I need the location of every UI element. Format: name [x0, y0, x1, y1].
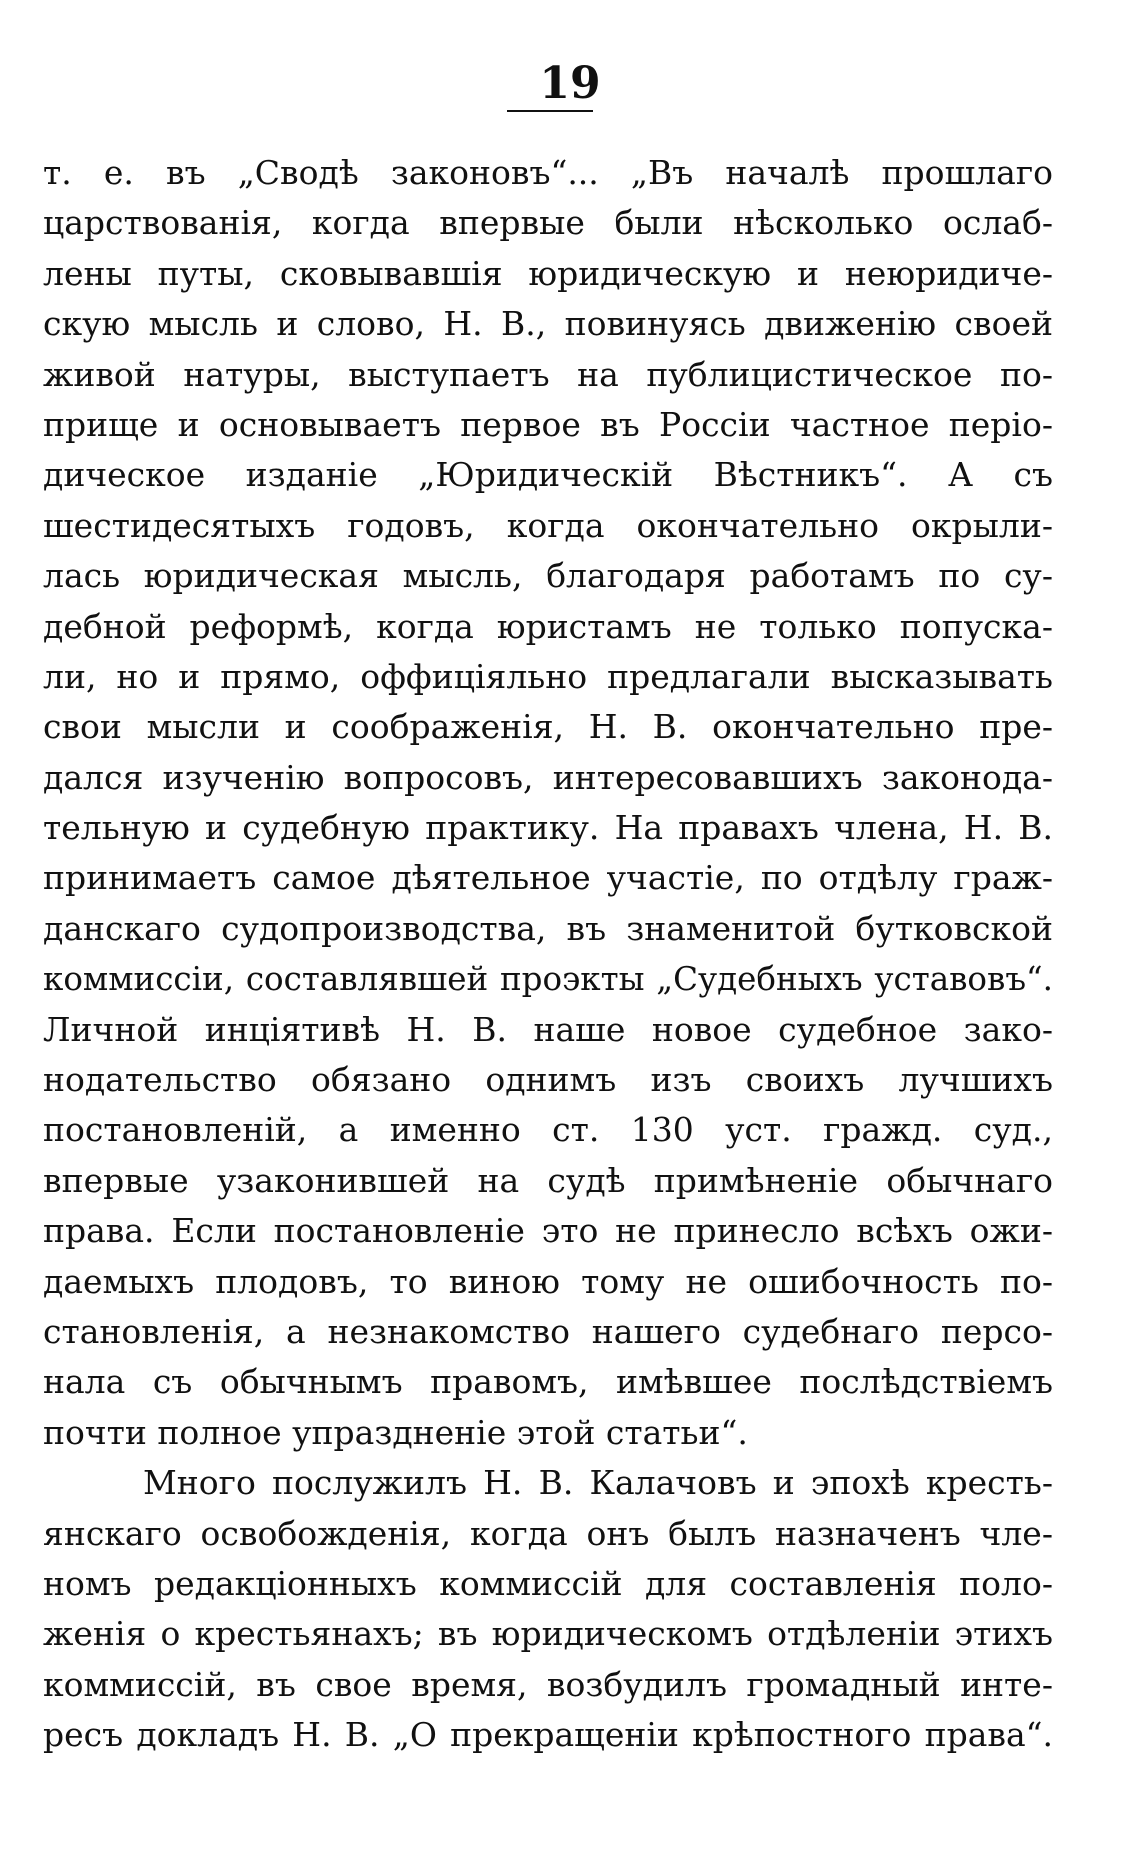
- paragraph-first-line: Много послужилъ Н. В. Калачовъ и эпохѣ кресть-: [143, 1463, 1053, 1503]
- text-line: ли, но и прямо, оффиціяльно предлагали высказывать: [43, 656, 1053, 696]
- text-line: скую мысль и слово, Н. В., повинуясь движенію своей: [43, 304, 1053, 344]
- text-line: лены путы, сковывавшія юридическую и неюридиче-: [43, 253, 1053, 293]
- text-line: т. е. въ „Сводѣ законовъ“... „Въ началѣ прошлаго: [43, 153, 1053, 192]
- text-line: принимаетъ самое дѣятельное участіе, по отдѣлу граж-: [43, 858, 1053, 898]
- text-line: становленія, а незнакомство нашего судебнаго персо-: [43, 1311, 1053, 1351]
- text-line: права. Если постановленіе это не принесло всѣхъ ожи-: [43, 1211, 1053, 1251]
- text-line: даемыхъ плодовъ, то виною тому не ошибочность по-: [43, 1261, 1053, 1301]
- text-line: дебной реформѣ, когда юристамъ не только попуска-: [43, 606, 1053, 646]
- text-line: Личной инціятивѣ Н. В. наше новое судебное зако-: [43, 1009, 1053, 1049]
- text-line: царствованія, когда впервые были нѣсколько ослаб-: [43, 203, 1053, 243]
- text-line: нодательство обязано однимъ изъ своихъ лучшихъ: [43, 1060, 1053, 1100]
- text-line: дическое изданіе „Юридическій Вѣстникъ“. А съ: [43, 455, 1053, 495]
- text-line: постановленій, а именно ст. 130 уст. гражд. суд.,: [43, 1110, 1053, 1150]
- text-line: коммиссій, въ свое время, возбудилъ громадный инте-: [43, 1664, 1053, 1704]
- page-number: 19: [539, 58, 601, 109]
- text-line: коммиссіи, составлявшей проэкты „Судебныхъ уставовъ“.: [43, 960, 1053, 999]
- text-line: шестидесятыхъ годовъ, когда окончательно окрыли-: [43, 505, 1053, 545]
- page-number-rule: [507, 110, 593, 112]
- text-line: данскаго судопроизводства, въ знаменитой бутковской: [43, 908, 1053, 948]
- paragraph-last-line: почти полное упраздненіе этой статьи“.: [43, 1412, 748, 1452]
- text-line: живой натуры, выступаетъ на публицистическое по-: [43, 354, 1053, 394]
- body-text: [43, 148, 1053, 1761]
- text-line: номъ редакціонныхъ коммиссій для составленія поло-: [43, 1563, 1053, 1603]
- text-line: свои мысли и соображенія, Н. В. окончательно пре-: [43, 707, 1053, 747]
- text-line: лась юридическая мысль, благодаря работамъ по су-: [43, 556, 1053, 596]
- text-line: янскаго освобожденія, когда онъ былъ назначенъ чле-: [43, 1513, 1053, 1553]
- text-line: нала съ обычнымъ правомъ, имѣвшее послѣдствіемъ: [43, 1362, 1053, 1402]
- text-line: тельную и судебную практику. На правахъ члена, Н. В.: [43, 808, 1053, 848]
- text-line: дался изученію вопросовъ, интересовавшихъ законода-: [43, 757, 1053, 797]
- text-line: женія о крестьянахъ; въ юридическомъ отдѣленіи этихъ: [43, 1614, 1053, 1654]
- text-line: прище и основываетъ первое въ Россіи частное періо-: [43, 404, 1053, 444]
- text-line: ресъ докладъ Н. В. „О прекращеніи крѣпостного права“.: [43, 1715, 1053, 1755]
- text-line: впервые узаконившей на судѣ примѣненіе обычнаго: [43, 1160, 1053, 1200]
